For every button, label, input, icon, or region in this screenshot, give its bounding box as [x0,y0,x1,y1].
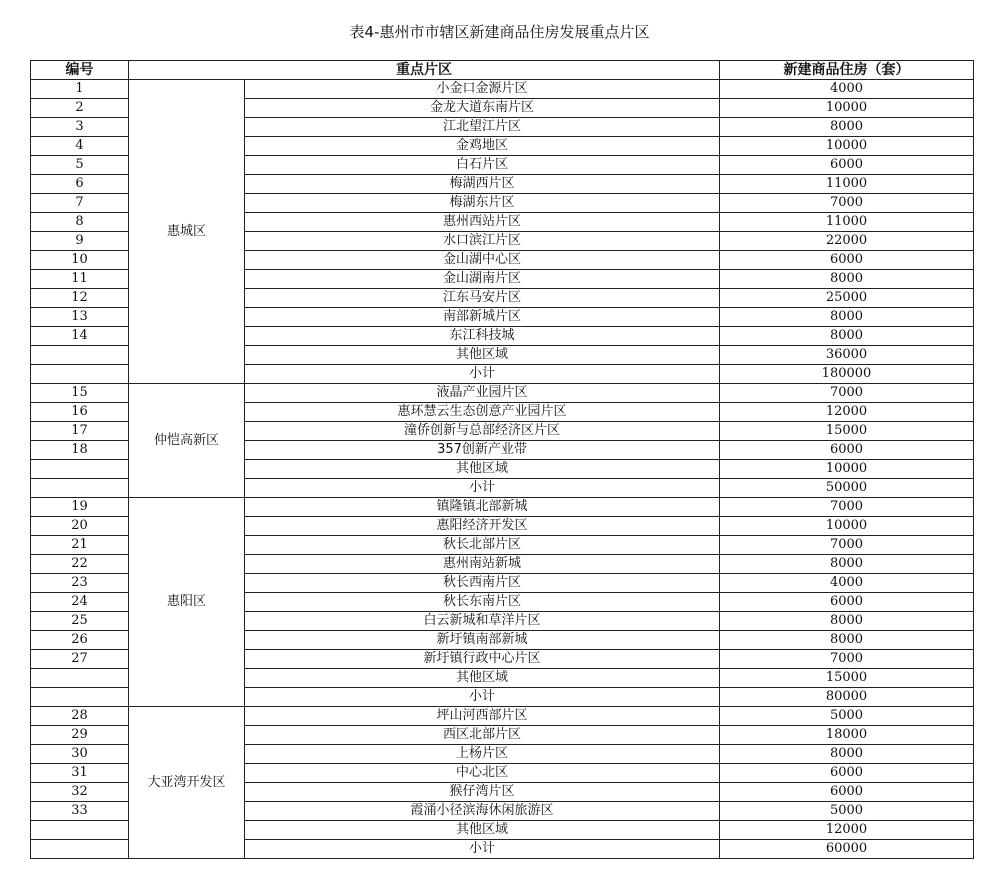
table-title: 表4-惠州市市辖区新建商品住房发展重点片区 [349,23,650,41]
header-no: 编号 [31,61,129,80]
cell-units: 6000 [720,441,974,460]
cell-units: 8000 [720,555,974,574]
cell-units: 11000 [720,213,974,232]
cell-units: 60000 [720,840,974,859]
cell-district: 惠阳区 [129,498,245,707]
cell-no: 3 [31,118,129,137]
cell-no [31,365,129,384]
cell-no [31,479,129,498]
cell-zone: 其他区域 [245,460,720,479]
cell-units: 22000 [720,232,974,251]
cell-no: 11 [31,270,129,289]
cell-no: 19 [31,498,129,517]
cell-units: 8000 [720,308,974,327]
cell-no: 14 [31,327,129,346]
cell-zone: 南部新城片区 [245,308,720,327]
cell-no: 26 [31,631,129,650]
cell-no: 18 [31,441,129,460]
cell-no: 25 [31,612,129,631]
cell-units: 8000 [720,118,974,137]
cell-no: 29 [31,726,129,745]
cell-no: 12 [31,289,129,308]
cell-no [31,840,129,859]
cell-no: 33 [31,802,129,821]
cell-no: 7 [31,194,129,213]
cell-zone: 坪山河西部片区 [245,707,720,726]
cell-no: 28 [31,707,129,726]
cell-zone: 中心北区 [245,764,720,783]
cell-zone: 镇隆镇北部新城 [245,498,720,517]
cell-units: 11000 [720,175,974,194]
cell-zone: 小金口金源片区 [245,80,720,99]
cell-units: 6000 [720,156,974,175]
table-body [31,80,974,859]
cell-zone: 小计 [245,840,720,859]
cell-zone: 小计 [245,688,720,707]
cell-district: 大亚湾开发区 [129,707,245,859]
cell-units: 8000 [720,745,974,764]
cell-no: 15 [31,384,129,403]
cell-no: 24 [31,593,129,612]
cell-zone: 金山湖南片区 [245,270,720,289]
cell-units: 8000 [720,612,974,631]
cell-zone: 惠州南站新城 [245,555,720,574]
table-row [31,384,974,403]
cell-no: 13 [31,308,129,327]
cell-no [31,460,129,479]
cell-units: 8000 [720,327,974,346]
header-zone: 重点片区 [129,61,720,80]
cell-zone: 秋长东南片区 [245,593,720,612]
cell-no: 16 [31,403,129,422]
cell-no: 32 [31,783,129,802]
cell-units: 8000 [720,631,974,650]
cell-zone: 江东马安片区 [245,289,720,308]
cell-zone: 白云新城和草洋片区 [245,612,720,631]
header-row [31,61,974,80]
cell-units: 8000 [720,270,974,289]
cell-zone: 梅湖东片区 [245,194,720,213]
cell-no: 30 [31,745,129,764]
cell-units: 180000 [720,365,974,384]
table-row [31,80,974,99]
header-units: 新建商品住房（套） [720,61,974,80]
table-row [31,498,974,517]
cell-units: 12000 [720,821,974,840]
cell-zone: 357创新产业带 [245,441,720,460]
cell-zone: 秋长北部片区 [245,536,720,555]
table-row [31,707,974,726]
cell-zone: 猴仔湾片区 [245,783,720,802]
cell-units: 15000 [720,669,974,688]
cell-zone: 上杨片区 [245,745,720,764]
cell-no [31,669,129,688]
cell-zone: 霞涌小径滨海休闲旅游区 [245,802,720,821]
cell-zone: 金鸡地区 [245,137,720,156]
cell-zone: 白石片区 [245,156,720,175]
cell-units: 50000 [720,479,974,498]
cell-zone: 金龙大道东南片区 [245,99,720,118]
cell-units: 15000 [720,422,974,441]
cell-units: 36000 [720,346,974,365]
cell-units: 6000 [720,783,974,802]
cell-units: 6000 [720,593,974,612]
cell-no: 5 [31,156,129,175]
cell-zone: 潼侨创新与总部经济区片区 [245,422,720,441]
cell-units: 12000 [720,403,974,422]
cell-units: 18000 [720,726,974,745]
cell-no: 23 [31,574,129,593]
cell-units: 25000 [720,289,974,308]
cell-units: 7000 [720,384,974,403]
cell-units: 5000 [720,802,974,821]
cell-district: 惠城区 [129,80,245,384]
cell-units: 7000 [720,194,974,213]
cell-zone: 梅湖西片区 [245,175,720,194]
cell-zone: 小计 [245,479,720,498]
cell-zone: 西区北部片区 [245,726,720,745]
cell-zone: 液晶产业园片区 [245,384,720,403]
cell-units: 80000 [720,688,974,707]
cell-no: 4 [31,137,129,156]
cell-units: 10000 [720,517,974,536]
cell-units: 7000 [720,650,974,669]
cell-zone: 水口滨江片区 [245,232,720,251]
cell-zone: 小计 [245,365,720,384]
cell-zone: 新圩镇行政中心片区 [245,650,720,669]
cell-zone: 新圩镇南部新城 [245,631,720,650]
cell-no: 21 [31,536,129,555]
cell-units: 10000 [720,460,974,479]
cell-zone: 其他区域 [245,669,720,688]
cell-no: 27 [31,650,129,669]
cell-zone: 江北望江片区 [245,118,720,137]
cell-no: 2 [31,99,129,118]
cell-units: 6000 [720,251,974,270]
cell-zone: 金山湖中心区 [245,251,720,270]
cell-units: 5000 [720,707,974,726]
cell-units: 7000 [720,498,974,517]
cell-units: 4000 [720,574,974,593]
cell-units: 4000 [720,80,974,99]
cell-no: 17 [31,422,129,441]
cell-zone: 其他区域 [245,346,720,365]
cell-no: 6 [31,175,129,194]
cell-no: 20 [31,517,129,536]
cell-no [31,346,129,365]
cell-no: 22 [31,555,129,574]
cell-zone: 秋长西南片区 [245,574,720,593]
cell-units: 10000 [720,137,974,156]
cell-units: 10000 [720,99,974,118]
cell-no: 10 [31,251,129,270]
cell-no: 9 [31,232,129,251]
cell-no: 8 [31,213,129,232]
cell-zone: 其他区域 [245,821,720,840]
cell-zone: 惠阳经济开发区 [245,517,720,536]
cell-zone: 惠环慧云生态创意产业园片区 [245,403,720,422]
cell-no: 31 [31,764,129,783]
cell-units: 6000 [720,764,974,783]
cell-units: 7000 [720,536,974,555]
cell-no: 1 [31,80,129,99]
cell-zone: 东江科技城 [245,327,720,346]
cell-no [31,688,129,707]
cell-zone: 惠州西站片区 [245,213,720,232]
cell-no [31,821,129,840]
cell-district: 仲恺高新区 [129,384,245,498]
housing-table [30,60,974,859]
